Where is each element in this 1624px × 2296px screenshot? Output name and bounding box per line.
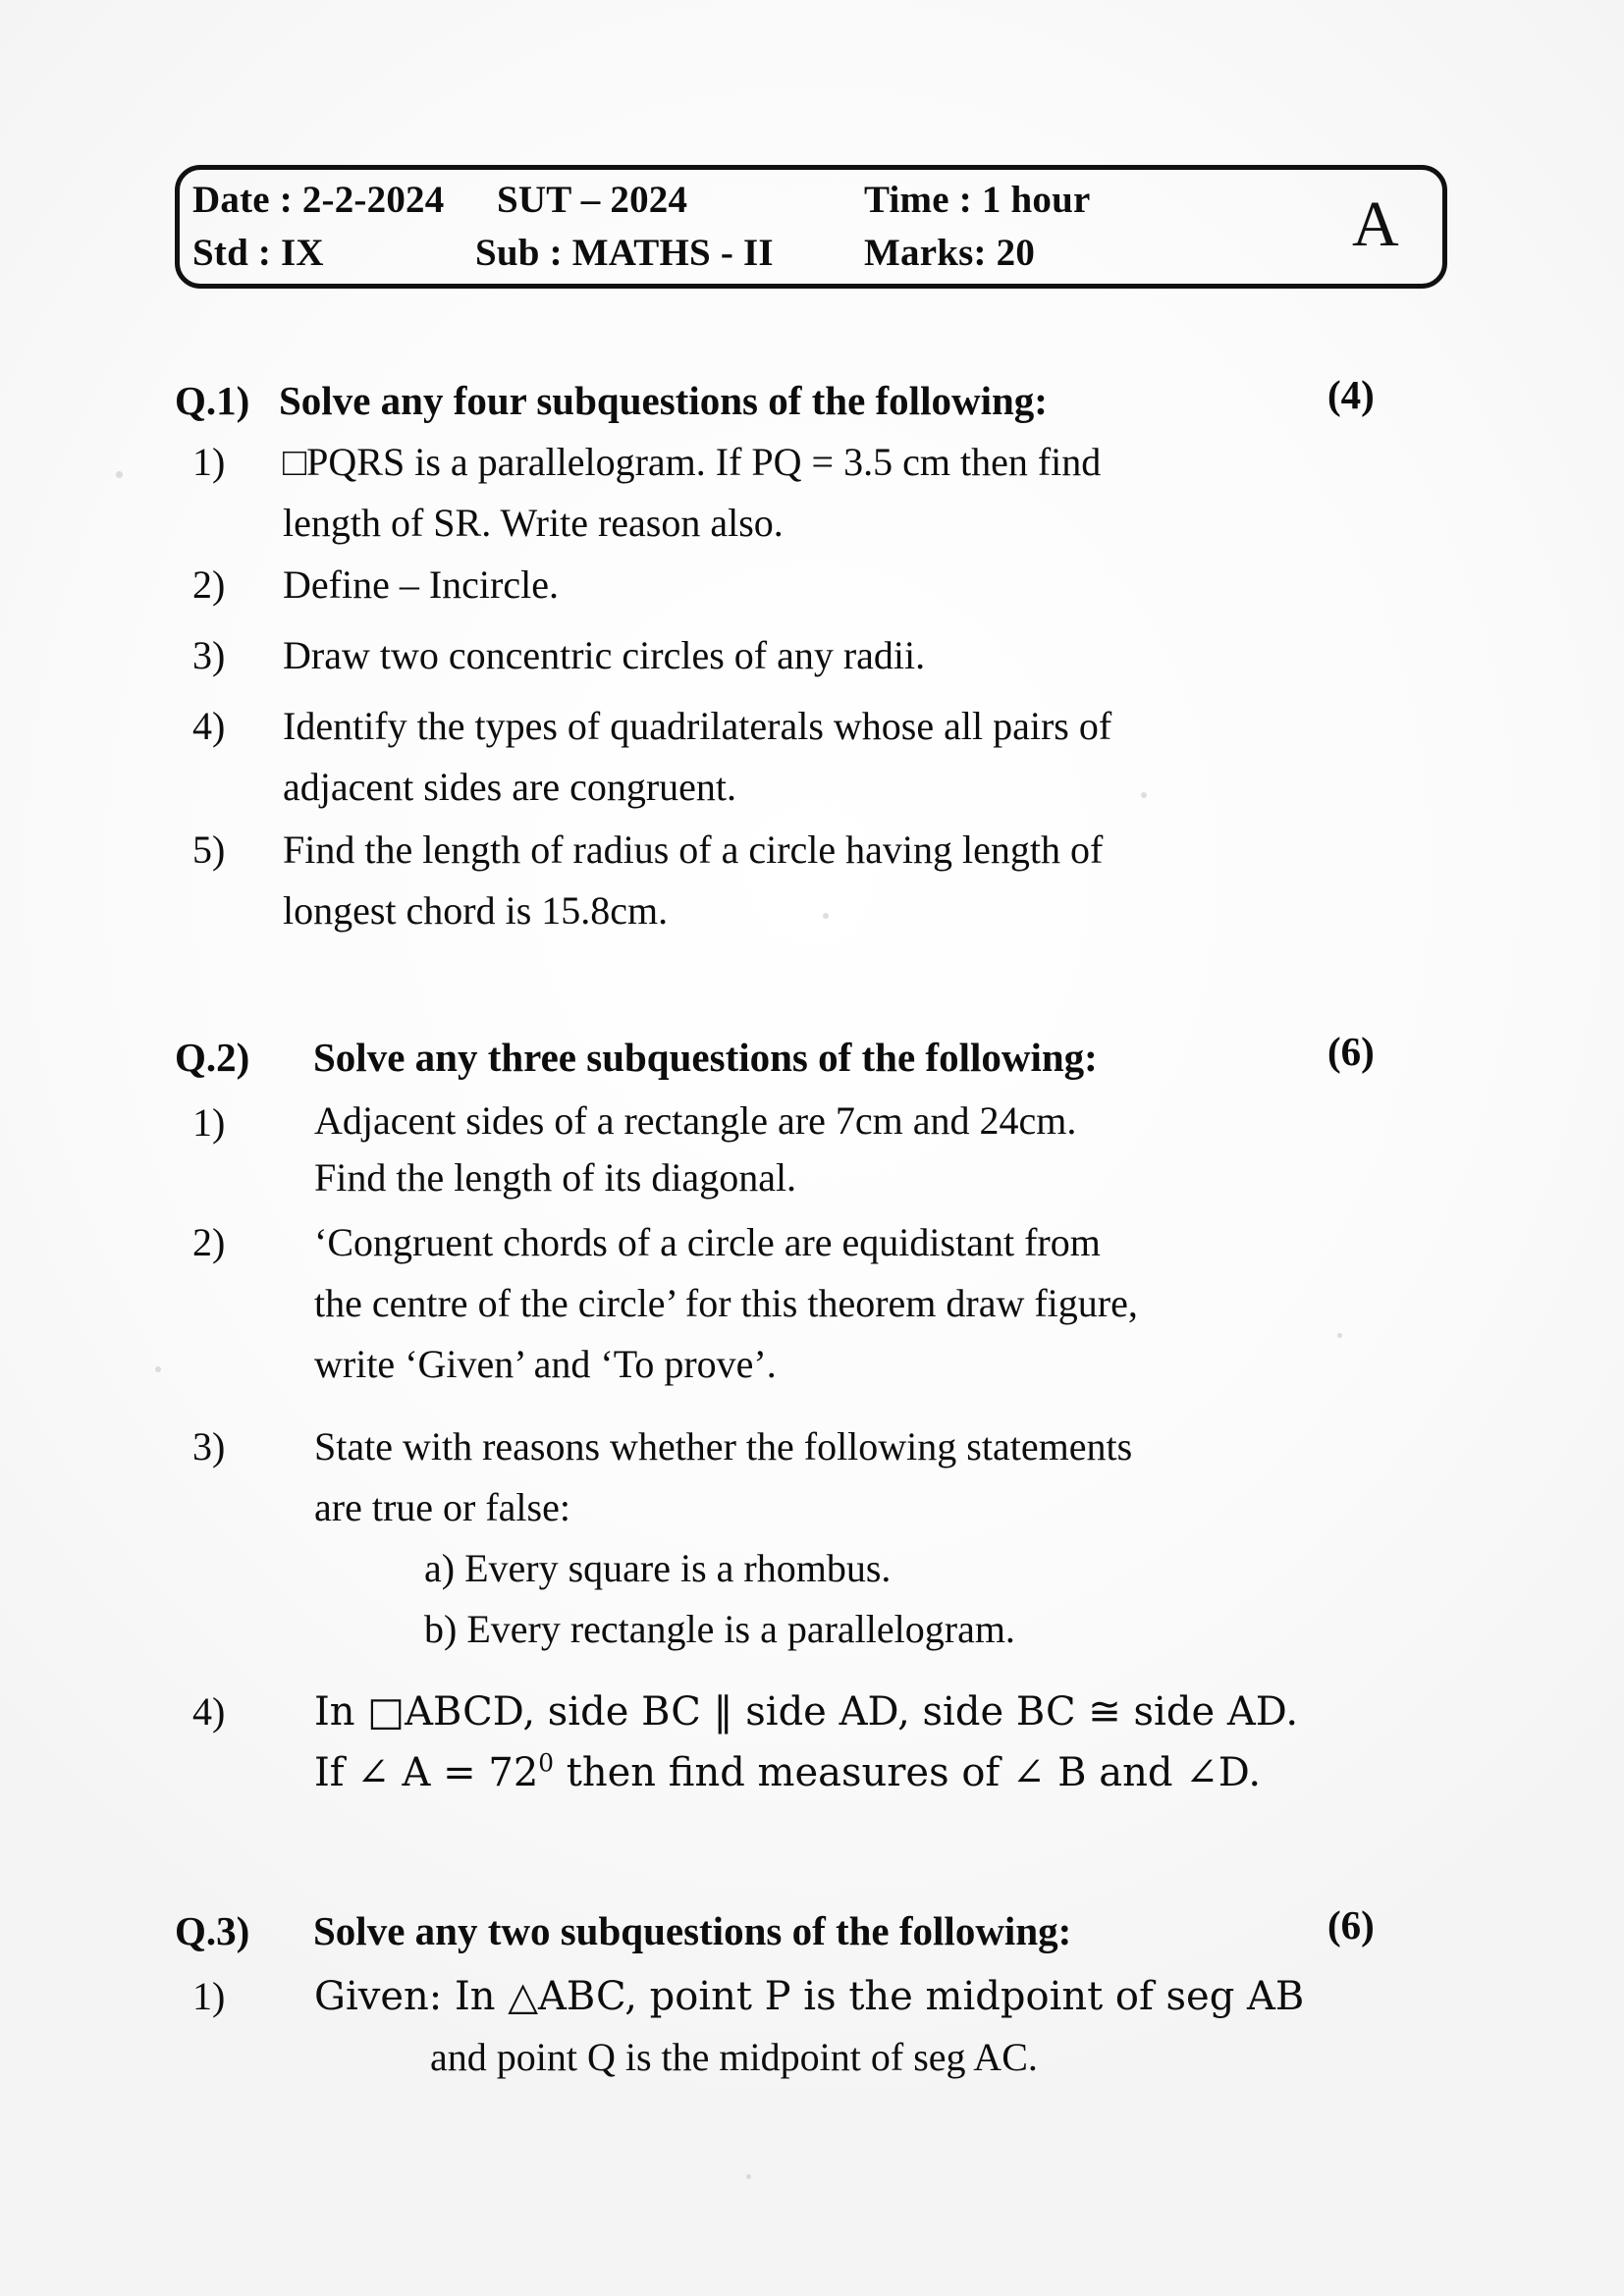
item-body	[314, 1966, 1304, 2088]
item-number: 5)	[192, 828, 226, 872]
question-3-instruction: Solve any two subquestions of the following:	[313, 1908, 1072, 1953]
scan-speck	[116, 471, 123, 478]
item-body	[283, 820, 1103, 941]
exam-header-fields	[192, 173, 1439, 283]
item-number: 2)	[192, 562, 226, 607]
item-line: and point Q is the midpoint of seg AC.	[430, 2035, 1038, 2079]
exam-header-row-2	[192, 228, 1439, 279]
item-number: 1)	[192, 440, 226, 484]
item-subline-b: b) Every rectangle is a parallelogram.	[424, 1607, 1015, 1651]
item-line: write ‘Given’ and ‘To prove’.	[314, 1342, 777, 1386]
question-2-instruction: Solve any three subquestions of the following:	[313, 1035, 1098, 1080]
item-body	[283, 432, 1101, 554]
item-line: the centre of the circle’ for this theorem draw figure,	[314, 1281, 1138, 1325]
item-line: Draw two concentric circles of any radii.	[283, 633, 926, 677]
scan-speck	[746, 2174, 751, 2179]
item-line: ‘Congruent chords of a circle are equidistant from	[314, 1220, 1101, 1264]
item-number: 4)	[192, 1689, 226, 1734]
question-2-marks: (6)	[1327, 1029, 1375, 1074]
item-line: Adjacent sides of a rectangle are 7cm and 24cm.	[314, 1098, 1077, 1143]
scan-speck	[1141, 792, 1147, 798]
question-2-label: Q.2)	[175, 1035, 250, 1080]
scan-speck	[823, 913, 829, 919]
scan-speck	[155, 1366, 161, 1372]
paper-set-code: A	[1352, 188, 1399, 260]
item-line: State with reasons whether the following statements	[314, 1424, 1133, 1468]
question-3-label: Q.3)	[175, 1908, 250, 1953]
item-line: Define – Incircle.	[283, 562, 559, 607]
item-body	[283, 696, 1111, 818]
item-body	[283, 625, 925, 686]
question-1-marks: (4)	[1327, 372, 1375, 417]
item-number: 4)	[192, 704, 226, 748]
item-number: 3)	[192, 1424, 226, 1468]
item-line: Identify the types of quadrilaterals whose all pairs of	[283, 704, 1112, 748]
exam-subject: Sub : MATHS - II	[475, 232, 774, 274]
item-number: 2)	[192, 1220, 226, 1264]
exam-standard: Std : IX	[192, 232, 324, 274]
item-line: If ∠ $A = 72^0$ then find measures of ∠ B and ∠D.	[314, 1748, 1262, 1795]
scan-speck	[1337, 1333, 1342, 1338]
question-3-marks: (6)	[1327, 1902, 1375, 1948]
item-body	[283, 555, 559, 615]
item-line: are true or false:	[314, 1485, 570, 1529]
item-line: adjacent sides are congruent.	[283, 765, 737, 809]
item-line: longest chord is 15.8cm.	[283, 888, 669, 933]
item-number: 1)	[192, 1100, 226, 1145]
question-1-label: Q.1)	[175, 378, 250, 423]
item-line: length of SR. Write reason also.	[283, 501, 784, 545]
item-body	[314, 1416, 1132, 1660]
exam-name: SUT – 2024	[497, 179, 688, 221]
item-body	[314, 1093, 1076, 1206]
question-1-instruction: Solve any four subquestions of the following:	[279, 378, 1048, 423]
item-line: In □ABCD, side BC ‖ side AD, side BC ≅ side AD.	[314, 1689, 1299, 1735]
exam-time: Time : 1 hour	[864, 179, 1091, 221]
item-line: □PQRS is a parallelogram. If PQ = 3.5 cm then find	[283, 440, 1102, 484]
exam-header-row-1	[192, 175, 1439, 226]
item-line: Find the length of radius of a circle having length of	[283, 828, 1104, 872]
item-number: 3)	[192, 633, 226, 677]
item-line: Given: In △ABC, point P is the midpoint of seg AB	[314, 1974, 1305, 2019]
item-number: 1)	[192, 1974, 226, 2018]
exam-date: Date : 2-2-2024	[192, 179, 445, 221]
item-body	[314, 1212, 1138, 1395]
item-subline-a: a) Every square is a rhombus.	[424, 1546, 892, 1590]
item-body	[314, 1682, 1298, 1803]
item-line: Find the length of its diagonal.	[314, 1155, 797, 1200]
exam-total-marks: Marks: 20	[864, 232, 1036, 274]
